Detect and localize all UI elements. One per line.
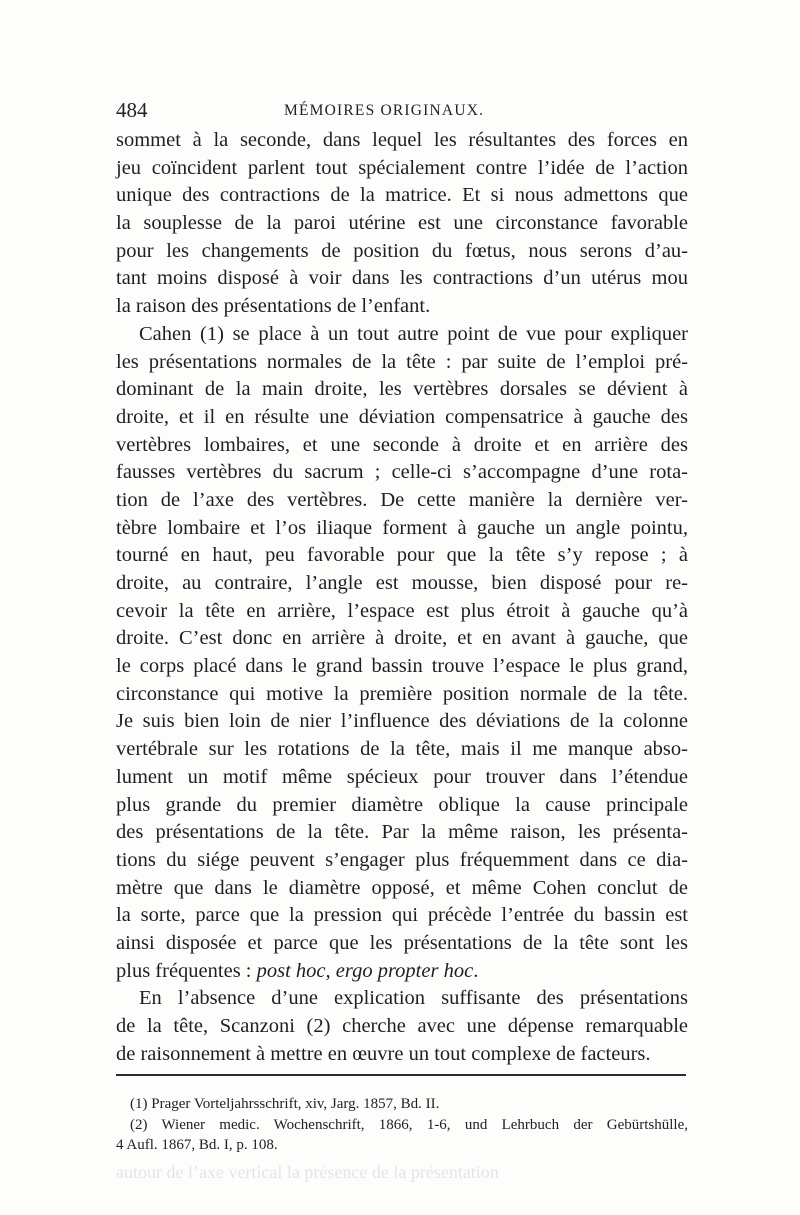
latin-phrase: post hoc, ergo propter hoc [256,959,474,982]
body-line: cevoir la tête en arrière, l’espace est plus étroit à gauche qu’à [116,599,688,622]
body-line: des présentations de la tête. Par la même raison, les présenta- [116,821,688,844]
footnote-line: 4 Aufl. 1867, Bd. I, p. 108. [116,1137,278,1153]
body-line: ainsi disposée et parce que les présentations de la tête sont les [116,931,688,954]
body-line: tourné en haut, peu favorable pour que la tête s’y repose ; à [116,544,688,567]
body-line: unique des contractions de la matrice. Et si nous admettons que [116,184,688,207]
body-line: lument un motif même spécieux pour trouver dans l’étendue [116,765,688,788]
body-line: dominant de la main droite, les vertèbres dorsales se dévient à [116,378,688,401]
body-line: pour les changements de position du fœtus, nous serons d’au- [116,239,688,262]
footnotes [116,1094,688,1156]
body-line: vertèbres lombaires, et une seconde à droite et en arrière des [116,433,688,456]
body-line: les présentations normales de la tête : par suite de l’emploi pré- [116,350,688,373]
body-line: de raisonnement à mettre en œuvre un tout complexe de facteurs. [116,1042,651,1065]
body-line: vertébrale sur les rotations de la tête, mais il me manque abso- [116,738,688,761]
body-line: la souplesse de la paroi utérine est une circonstance favorable [116,212,688,235]
body-line: En l’absence d’une explication suffisante des présentations [139,987,688,1010]
body-line: droite, au contraire, l’angle est mousse, bien disposé pour re- [116,572,688,594]
body-line: droite. C’est donc en arrière à droite, et en avant à gauche, que [116,627,688,650]
body-line: tant moins disposé à voir dans les contractions d’un utérus mou [116,267,688,290]
body-line: tion de l’axe des vertèbres. De cette manière la dernière ver- [116,488,688,511]
footnote-line: (2) Wiener medic. Wochenschrift, 1866, 1-6, und Lehrbuch der Gebürtshülle, [130,1116,688,1133]
page-number: 484 [116,98,148,122]
show-through-text: autour de l’axe vertical la présence de la présentation [116,1162,499,1182]
body-line: sommet à la seconde, dans lequel les résultantes des forces en [116,129,688,151]
body-line: de la tête, Scanzoni (2) cherche avec une dépense remarquable [116,1015,688,1037]
footnote-line: (1) Prager Vorteljahrsschrift, xiv, Jarg. 1857, Bd. II. [130,1096,440,1112]
running-title: MÉMOIRES ORIGINAUX. [284,102,485,119]
footnote-rule [116,1074,686,1076]
body-line: la raison des présentations de l’enfant. [116,295,431,318]
body-line: mètre que dans le diamètre opposé, et même Cohen conclut de [116,876,688,899]
running-head [116,96,688,126]
body-line: jeu coïncident parlent tout spécialement contre l’idée de l’action [116,156,688,179]
body-line: le corps placé dans le grand bassin trouve l’espace le plus grand, [116,655,688,678]
body-line: plus fréquentes : post hoc, ergo propter hoc. [116,959,479,982]
body-line: la sorte, parce que la pression qui précède l’entrée du bassin est [116,904,688,927]
body-line: circonstance qui motive la première position normale de la tête. [116,682,688,705]
body-line: tèbre lombaire et l’os iliaque forment à gauche un angle pointu, [116,516,688,539]
body-line: fausses vertèbres du sacrum ; celle-ci s’accompagne d’une rota- [116,461,688,484]
body-text [116,127,688,1068]
body-line: plus grande du premier diamètre oblique la cause principale [116,793,688,816]
body-line: tions du siége peuvent s’engager plus fréquemment dans ce dia- [116,848,688,871]
body-line: droite, et il en résulte une déviation compensatrice à gauche des [116,405,688,428]
body-line: Cahen (1) se place à un tout autre point de vue pour expliquer [139,322,688,345]
body-line: Je suis bien loin de nier l’influence des déviations de la colonne [116,710,688,733]
